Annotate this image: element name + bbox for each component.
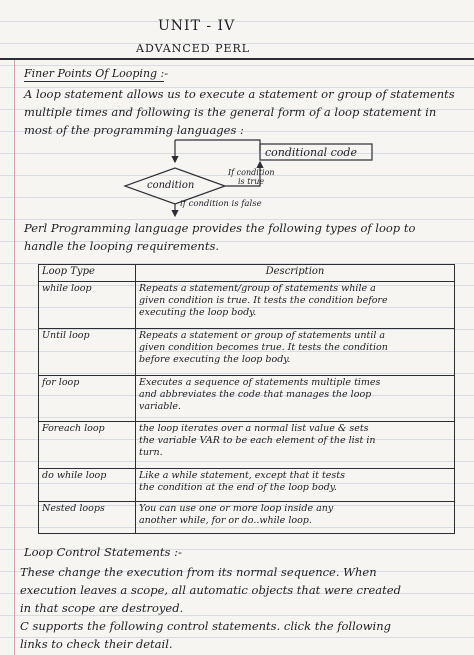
table-header-row: [39, 265, 455, 282]
loop-type-cell: do while loop: [39, 469, 136, 501]
description-cell: [136, 469, 455, 501]
description-line: Repeats a statement or group of statements until a: [139, 329, 386, 341]
perl-intro-line-2: handle the looping requirements.: [24, 239, 219, 253]
description-line: Like a while statement, except that it tests: [139, 470, 345, 482]
description-line: the variable VAR to be each element of the list in: [139, 435, 376, 447]
description-line: variable.: [139, 400, 182, 412]
intro-line-2: multiple times and following is the general form of a loop statement in: [24, 105, 437, 119]
control-line-3: in that scope are destroyed.: [20, 601, 184, 615]
description-line: Executes a sequence of statements multiple times: [139, 376, 381, 388]
loop-type-cell: Until loop: [39, 328, 136, 375]
description-cell: [136, 501, 455, 533]
col-header-loop-type: Loop Type: [39, 265, 136, 282]
table-row: [39, 469, 455, 501]
table-row: [39, 328, 455, 375]
loop-type-cell: Nested loops: [39, 501, 136, 533]
loop-type-cell: for loop: [39, 375, 136, 422]
description-line: Repeats a statement/group of statements while a: [139, 283, 376, 294]
loop-types-table: [38, 264, 455, 534]
section-heading-loop-control: Loop Control Statements :-: [24, 545, 182, 559]
col-header-description: Description: [136, 265, 455, 282]
conditional-code-label: conditional code: [265, 146, 357, 159]
intro-line-3: most of the programming languages :: [24, 123, 244, 137]
description-cell: [136, 328, 455, 375]
margin-line: [14, 58, 15, 655]
description-line: turn.: [139, 447, 163, 459]
control-line-4: C supports the following control statements. click the following: [20, 619, 391, 633]
if-false-label: if condition is false: [180, 199, 262, 209]
table-row: [39, 501, 455, 533]
description-line: another while, for or do..while loop.: [139, 514, 312, 526]
perl-intro-line-1: Perl Programming language provides the following types of loop to: [24, 221, 416, 235]
section-heading-finer-points: Finer Points Of Looping :-: [24, 67, 168, 80]
description-line: and abbreviates the code that manages the loop: [139, 388, 372, 400]
description-line: given condition is true. It tests the condition before: [139, 295, 388, 306]
control-line-2: execution leaves a scope, all automatic objects that were created: [20, 583, 401, 597]
condition-label: condition: [147, 180, 195, 191]
heading-underline: [24, 81, 164, 82]
control-line-5: links to check their detail.: [20, 637, 173, 651]
description-cell: [136, 375, 455, 422]
table-row: [39, 375, 455, 422]
loop-type-cell: Foreach loop: [39, 422, 136, 469]
loop-type-cell: while loop: [39, 282, 136, 329]
description-cell: [136, 282, 455, 329]
description-line: the condition at the end of the loop body.: [139, 482, 337, 494]
description-line: executing the loop body.: [139, 307, 257, 318]
description-line: given condition becomes true. It tests the condition: [139, 341, 388, 353]
control-line-1: These change the execution from its normal sequence. When: [20, 565, 377, 579]
if-true-label-2: is true: [238, 177, 265, 186]
if-true-label-1: If condition: [228, 168, 275, 177]
description-line: before executing the loop body.: [139, 353, 291, 365]
intro-line-1: A loop statement allows us to execute a statement or group of statements: [24, 87, 455, 101]
header-rule: [0, 58, 474, 60]
loop-back-line: [175, 140, 260, 151]
table-row: [39, 282, 455, 329]
table-row: [39, 422, 455, 469]
unit-title: UNIT - IV: [158, 18, 236, 34]
description-cell: [136, 422, 455, 469]
description-line: You can use one or more loop inside any: [139, 502, 334, 514]
page-subtitle: ADVANCED PERL: [136, 42, 251, 55]
description-line: the loop iterates over a normal list value & sets: [139, 423, 369, 435]
